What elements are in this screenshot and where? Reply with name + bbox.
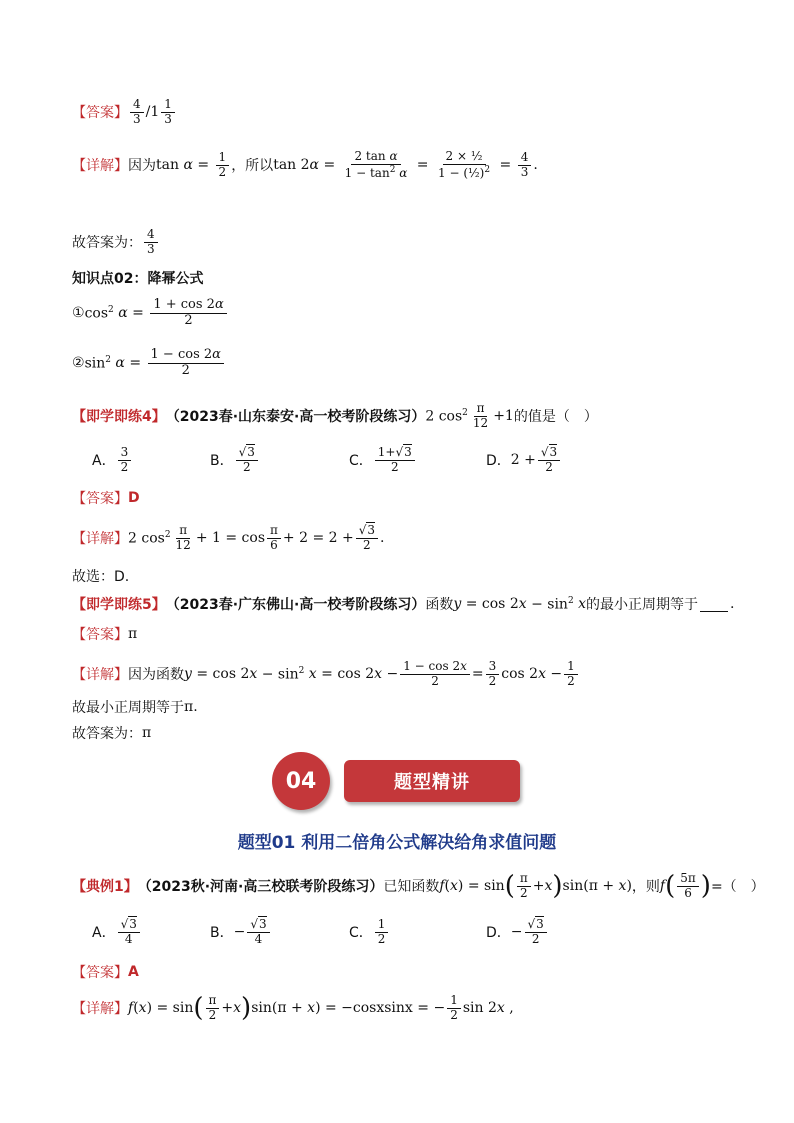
practice4-conclusion: 故选：D. [72,569,130,585]
banner-label: 题型精讲 [344,760,520,802]
practice4-option-d[interactable]: D． 2 + $\frac{√3}{2}$ [486,446,562,475]
section-banner [272,752,522,810]
practice5-period: 故最小正周期等于 π . [72,699,198,716]
practice5-label: 【即学即练5】 [72,597,166,613]
answer-blank [700,597,728,612]
practice4-answer: 【答案】 D [72,490,140,507]
practice5-answer: 【答案】 π [72,626,138,643]
practice4-label: 【即学即练4】 [72,409,166,426]
practice5-question: 【即学即练5】 （2023春·广东佛山·高一校考阶段练习） 函数 y = cos 2 x − $\sin^2$ x 的最小正周期等于 . [72,595,735,613]
practice5-detail: 【详解】 因为函数 y = cos 2 x − $\sin^2$ x = cos 2 x − $\frac{1 - \cos 2x}{2}$ = $\frac{3}{2}$ cos 2 x − $\frac{1}{2}$ [72,660,580,689]
answer-line-prev: 【答案】 4 3 /1 1 3 [72,98,177,127]
example1-option-c[interactable]: C． 1 2 [349,918,390,947]
practice5-final: 故答案为： π [72,725,152,742]
example1-answer: 【答案】 A [72,964,139,981]
final-line-prev: 故答案为： 4 3 [72,228,160,257]
formula-cos-squared: ① $\cos^2$ α = $\frac{1 + \cos 2\alpha}{2}$ [72,298,229,329]
example1-label: 【典例1】 [72,879,138,896]
example1-question: 【典例1】 （2023秋·河南·高三校联考阶段练习） 已知函数 f ( x ) = sin ( π 2 + x ) sin(π + x ) ，则 f ( 5π 6 ) =（ ） [72,871,765,902]
answer-label: 【答案】 [72,105,128,122]
example1-option-a[interactable]: A． √3 4 [92,918,142,947]
detail-line-prev: 【详解】 因为 tan α = $\frac{1}{2}$ ，所以 tan 2 α = $\frac{\text{2 tan α}}{1 - \tan^2 \alpha}$ = $\frac{\text{2 × ½}}{1 - (\frac{1}{2})^2}$ = $\frac{4}{3}$ . [72,149,538,180]
example1-detail: 【详解】 f ( x ) = sin ( π 2 + x ) sin(π + x ) = −cosxsinx = − $\frac{1}{2}$ sin 2 x , [72,993,514,1024]
example1-option-b[interactable]: B． − $\frac{√3}{4}$ [210,918,272,947]
practice4-detail: 【详解】 2 $\cos^2$ π 12 + 1 = cos π 6 + 2 = 2 + $\frac{√3}{2}$ . [72,523,385,552]
practice4-option-c[interactable]: C． 1+√3 2 [349,446,417,475]
detail-label: 【详解】 [72,158,128,175]
practice4-option-b[interactable]: B． √3 2 [210,446,260,475]
section-title: 题型01 利用二倍角公式解决给角求值问题 [237,833,557,853]
banner-number: 04 [272,752,330,810]
practice4-question: 【即学即练4】 （2023春·山东泰安·高一校考阶段练习） 2 $\cos^2$ π 12 +1 的值是（ ） [72,401,598,430]
knowledge-title: 知识点02：降幂公式 [72,271,204,287]
formula-sin-squared: ② $\sin^2$ α = $\frac{1 - \cos 2\alpha}{2}$ [72,348,226,379]
example1-option-d[interactable]: D． − $\frac{√3}{2}$ [486,918,549,947]
practice4-option-a[interactable]: A． 3 2 [92,446,133,475]
